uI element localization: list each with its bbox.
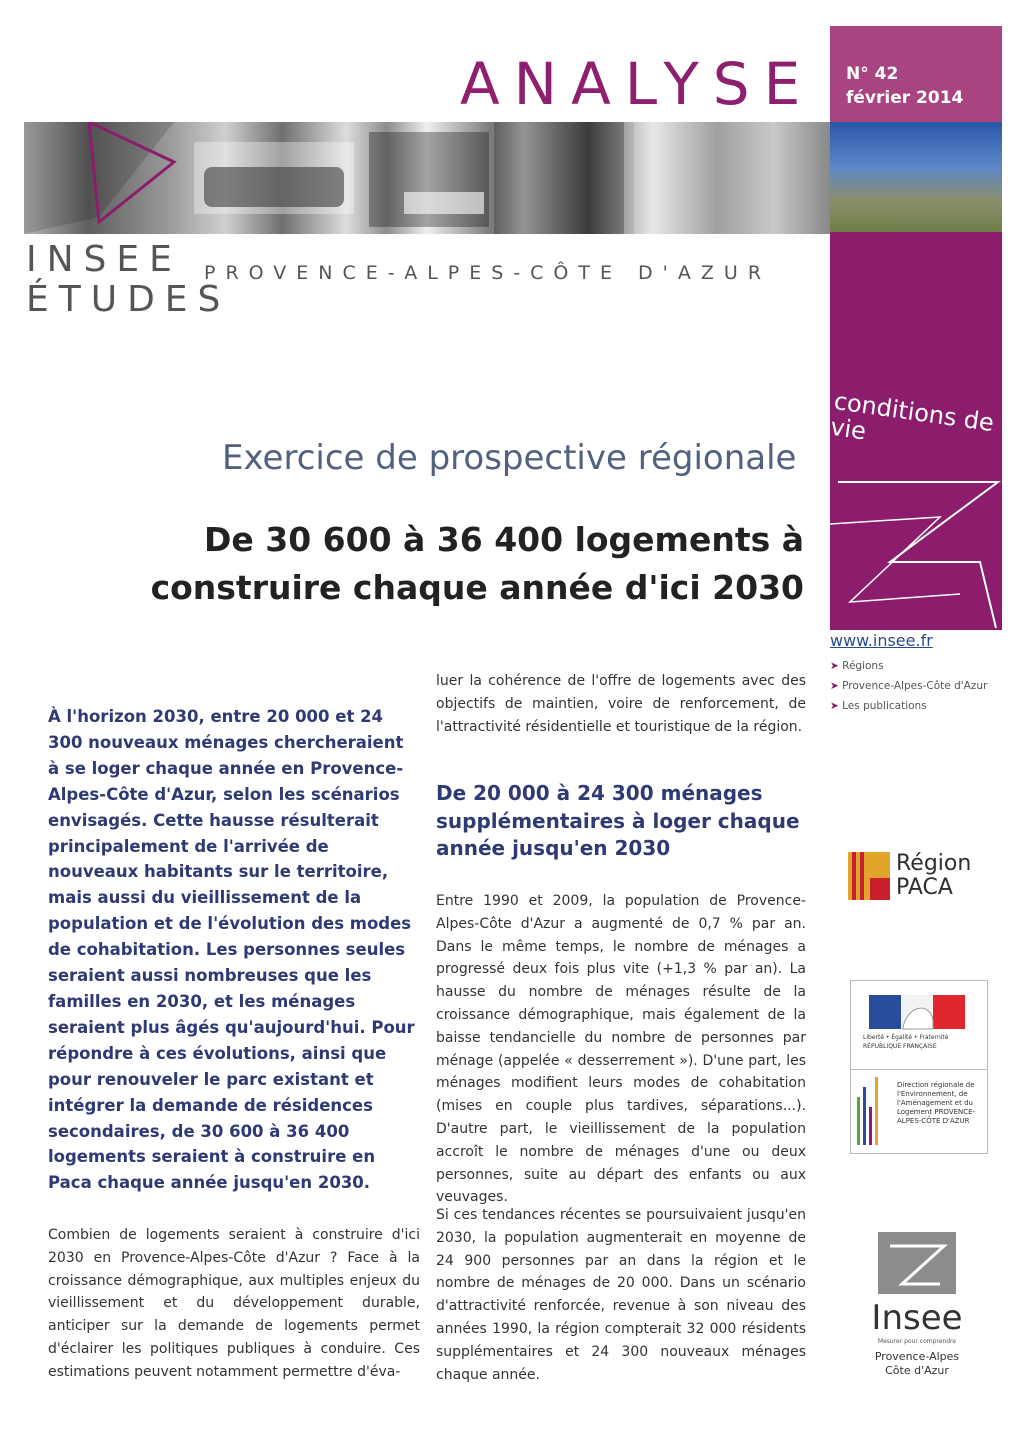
theme-sidebar [830, 232, 1002, 630]
insee-etudes-brand [26, 240, 230, 320]
republique-francaise-text: Liberté • Égalité • Fraternité RÉPUBLIQUE FRANÇAISE [863, 1034, 949, 1050]
brand-line-etudes: ÉTUDES [26, 279, 231, 320]
intro-paragraph: Combien de logements seraient à construire d'ici 2030 en Provence-Alpes-Côte d'Azur ? Face à la croissance démographique, aux multiples enjeux du vieillissement et du développement durable, anticiper sur la demande de logements permet d'éclairer les politiques publiques à conduire. Ces estimations peuvent notamment permettre d'éva- [48, 1227, 420, 1380]
lead-paragraph: À l'horizon 2030, entre 20 000 et 24 300 nouveaux ménages chercheraient à se loger chaque année en Provence-Alpes-Côte d'Azur, selon les scénarios envisagés. Cette hausse résulterait principalement de l'arrivée de nouveaux habitants sur le territoire, mais aussi du vieillissement de la population et de l'évolution des modes de cohabitation. Les personnes seules seraient aussi nombreuses que les familles en 2030, et les ménages seraient plus âgés qu'aujourd'hui. Pour répondre à ces évolutions, ainsi que pour renouveler le parc existant et intégrer la demande de résidences secondaires, de 30 600 à 36 400 logements seraient à construire en Paca chaque année jusqu'en 2030. [48, 707, 415, 1193]
header-photo-strip [24, 122, 830, 234]
insee-logo [862, 1232, 972, 1382]
insee-logo-region: Provence-Alpes Côte d'Azur [874, 1350, 960, 1377]
region-name: PROVENCE-ALPES-CÔTE D'AZUR [204, 262, 772, 284]
publication-series-title: ANALYSE [460, 50, 815, 118]
marianne-flag-icon [851, 981, 987, 1069]
link-regions[interactable]: ➤ Régions [830, 656, 987, 676]
building-photo [830, 122, 1002, 234]
insee-website-link[interactable]: www.insee.fr [830, 631, 933, 650]
dreal-bars-icon [855, 1077, 885, 1147]
paca-logo-text: Région PACA [896, 851, 972, 900]
link-paca[interactable]: ➤ Provence-Alpes-Côte d'Azur [830, 676, 987, 696]
region-paca-logo [848, 852, 988, 900]
issue-badge [830, 26, 1002, 122]
insee-logo-text: Insee [871, 1298, 963, 1338]
paca-flag-icon [848, 852, 890, 900]
insee-logo-mark-icon [862, 1232, 972, 1298]
body-paragraph-1: Entre 1990 et 2009, la population de Provence-Alpes-Côte d'Azur a augmenté de 0,7 % par an. Dans le même temps, le nombre de ménages a progressé deux fois plus vite (+1,3 % par an). La hausse du nombre de ménages résulte de la croissance démographique, mais également de la baisse tendancielle du nombre de personnes par ménage (appelée « desserrement »). D'une part, les ménages modifient leurs modes de cohabitation (mises en couple plus tardives, séparations...). D'autre part, le vieillissement de la population accroît le nombre de ménages d'une ou deux personnes, suite au départ des enfants ou aux veuvages. [436, 893, 806, 1206]
dreal-text: Direction régionale de l'Environnement, de l'Aménagement et du Logement PROVENCE-ALPES-CÔTE D'AZUR [897, 1081, 976, 1125]
theme-label: conditions de vie [828, 387, 996, 446]
issue-number: N° 42 [846, 64, 899, 84]
page-title: De 30 600 à 36 400 logements à construire chaque année d'ici 2030 [150, 520, 804, 607]
brand-line-insee: INSEE [26, 239, 182, 280]
intro-continuation: luer la cohérence de l'offre de logements avec des objectifs de maintien, voire de renforcement, de l'attractivité résidentielle et touristique de la région. [436, 673, 806, 735]
header-photo-collage [24, 122, 830, 234]
insee-logo-tagline: Mesurer pour comprendre [877, 1338, 957, 1345]
theme-decoration-icon [830, 232, 1002, 630]
subtitle: Exercice de prospective régionale [222, 438, 797, 478]
link-publications[interactable]: ➤ Les publications [830, 696, 987, 716]
prefecture-logo [850, 980, 988, 1154]
issue-date: février 2014 [846, 88, 964, 108]
section-heading: De 20 000 à 24 300 ménages supplémentaires à loger chaque année jusqu'en 2030 [436, 781, 800, 860]
body-paragraph-2: Si ces tendances récentes se poursuivaient jusqu'en 2030, la population augmenterait en moyenne de 24 900 personnes par an dans la région et le nombre de ménages de 20 000. Dans un scénario d'attractivité renforcée, revenue à son niveau des années 1990, la région compterait 32 000 résidents supplémentaires et 24 300 nouveaux ménages chaque année. [436, 1207, 806, 1383]
sidebar-link-list [830, 656, 987, 716]
